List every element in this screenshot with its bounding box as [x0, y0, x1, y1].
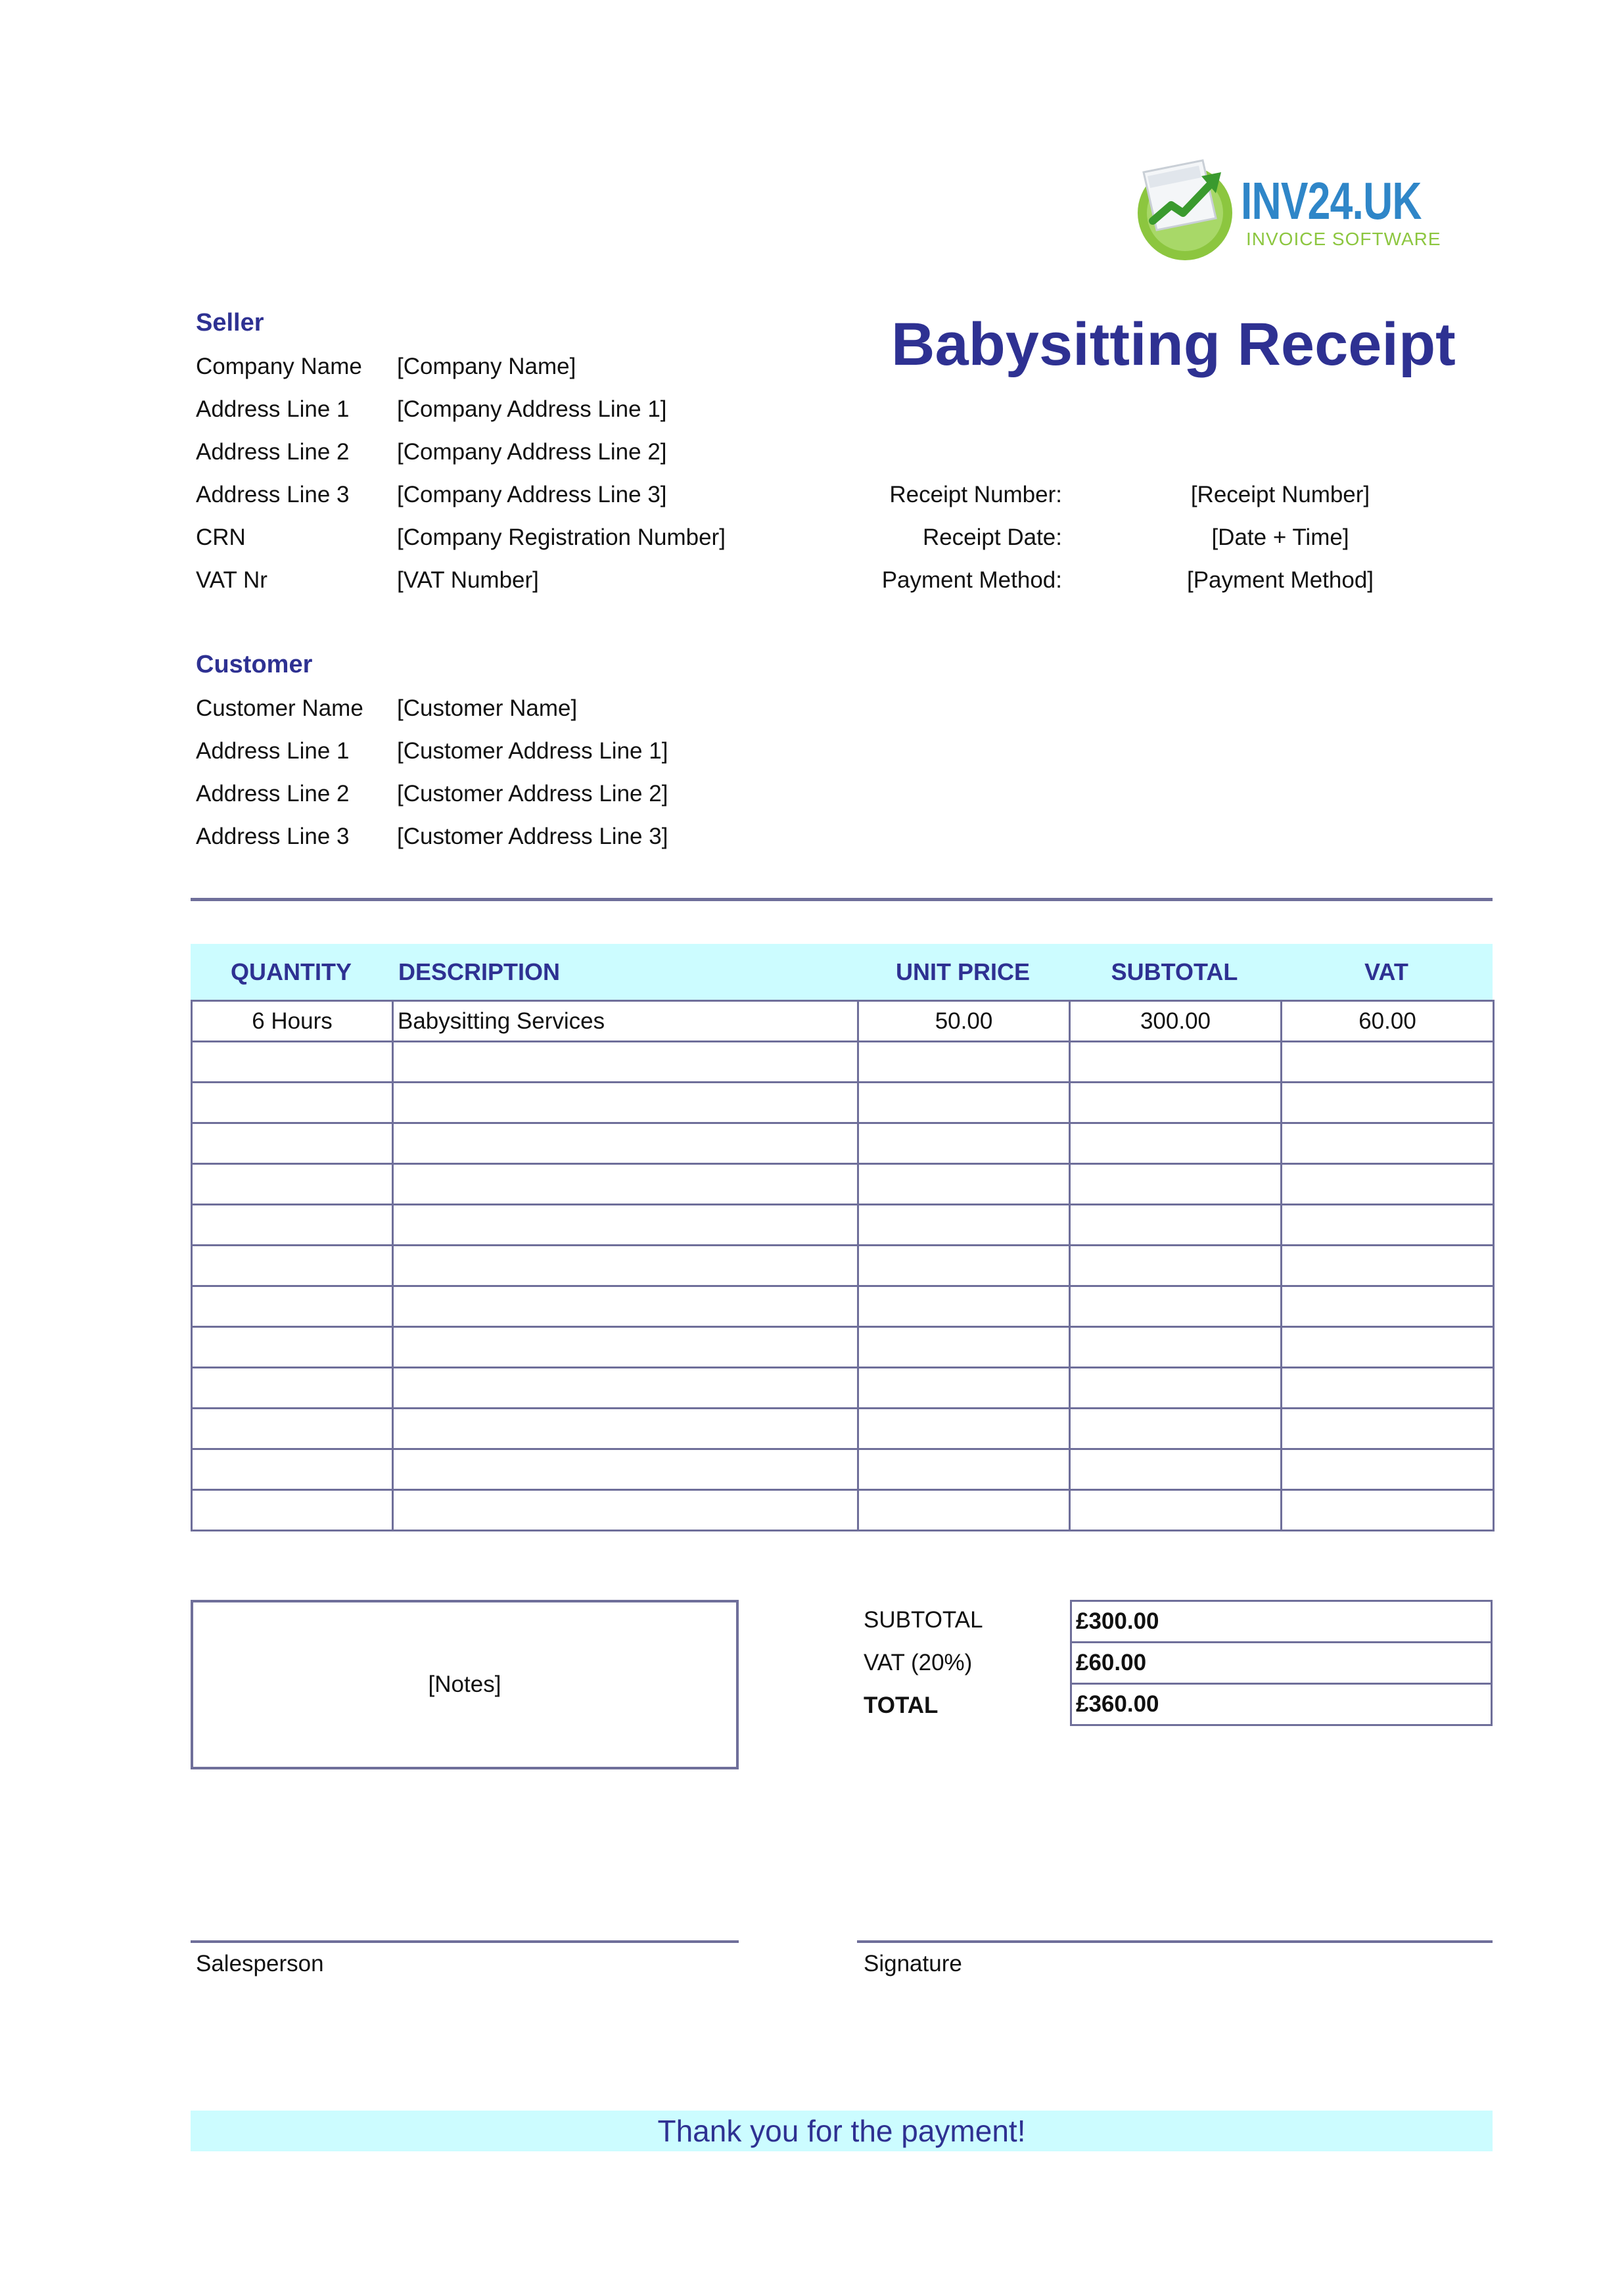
cell-vat [1282, 1164, 1494, 1205]
customer-address-3-value: [Customer Address Line 3] [397, 824, 668, 849]
cell-description [393, 1286, 858, 1327]
cell-vat [1282, 1205, 1494, 1246]
logo-name: INV24.UK [1241, 172, 1422, 230]
customer-address-1-label: Address Line 1 [196, 738, 350, 764]
salesperson-line [191, 1940, 739, 1943]
table-row [192, 1001, 1494, 1042]
grand-total-value: £360.00 [1071, 1684, 1492, 1725]
cell-description [393, 1246, 858, 1286]
cell-quantity [192, 1123, 393, 1164]
cell-vat [1282, 1246, 1494, 1286]
totals-row [1071, 1643, 1492, 1684]
cell-vat [1282, 1409, 1494, 1449]
cell-vat [1282, 1368, 1494, 1409]
vat-total-value: £60.00 [1071, 1643, 1492, 1684]
company-logo [1129, 152, 1445, 264]
subtotal-value: £300.00 [1071, 1601, 1492, 1643]
cell-vat [1282, 1490, 1494, 1531]
seller-vat-value: [VAT Number] [397, 567, 539, 593]
cell-quantity [192, 1205, 393, 1246]
cell-description [393, 1083, 858, 1123]
seller-company-name-label: Company Name [196, 354, 362, 379]
section-divider [191, 898, 1493, 901]
cell-unit-price [858, 1490, 1070, 1531]
cell-quantity [192, 1327, 393, 1368]
cell-subtotal [1070, 1042, 1282, 1083]
cell-vat: 60.00 [1282, 1001, 1494, 1042]
payment-method-label: Payment Method: [881, 567, 1062, 593]
cell-description [393, 1123, 858, 1164]
cell-quantity [192, 1449, 393, 1490]
cell-subtotal [1070, 1164, 1282, 1205]
seller-vat-label: VAT Nr [196, 567, 267, 593]
receipt-number-value: [Receipt Number] [1190, 482, 1370, 507]
cell-unit-price: 50.00 [858, 1001, 1070, 1042]
table-row [192, 1083, 1494, 1123]
receipt-date-value: [Date + Time] [1211, 525, 1349, 550]
table-row [192, 1246, 1494, 1286]
header-quantity: QUANTITY [231, 958, 352, 985]
signature-line [857, 1940, 1493, 1943]
cell-vat [1282, 1042, 1494, 1083]
seller-crn-value: [Company Registration Number] [397, 525, 726, 550]
header-description: DESCRIPTION [398, 958, 561, 985]
table-row [192, 1449, 1494, 1490]
cell-subtotal [1070, 1327, 1282, 1368]
seller-company-name-value: [Company Name] [397, 354, 576, 379]
cell-quantity [192, 1246, 393, 1286]
seller-crn-label: CRN [196, 525, 246, 550]
cell-unit-price [858, 1123, 1070, 1164]
items-table-header [191, 944, 1493, 1000]
customer-heading: Customer [196, 651, 313, 678]
items-table-body [192, 1001, 1494, 1531]
cell-subtotal [1070, 1205, 1282, 1246]
logo-tagline: INVOICE SOFTWARE [1246, 229, 1441, 249]
totals-table [1070, 1600, 1493, 1726]
cell-subtotal [1070, 1286, 1282, 1327]
table-row [192, 1205, 1494, 1246]
cell-subtotal [1070, 1449, 1282, 1490]
grand-total-label: TOTAL [864, 1693, 939, 1718]
customer-address-3-label: Address Line 3 [196, 824, 350, 849]
seller-address-1-value: [Company Address Line 1] [397, 396, 667, 422]
cell-unit-price [858, 1368, 1070, 1409]
thank-you-banner [191, 2111, 1493, 2151]
cell-quantity [192, 1083, 393, 1123]
seller-address-2-value: [Company Address Line 2] [397, 439, 667, 465]
cell-quantity [192, 1409, 393, 1449]
totals-row [1071, 1684, 1492, 1725]
cell-unit-price [858, 1042, 1070, 1083]
seller-address-3-value: [Company Address Line 3] [397, 482, 667, 507]
cell-subtotal [1070, 1409, 1282, 1449]
cell-unit-price [858, 1205, 1070, 1246]
table-row [192, 1042, 1494, 1083]
cell-description [393, 1205, 858, 1246]
cell-description [393, 1449, 858, 1490]
cell-subtotal [1070, 1368, 1282, 1409]
table-row [192, 1286, 1494, 1327]
table-row [192, 1490, 1494, 1531]
cell-quantity [192, 1490, 393, 1531]
customer-address-1-value: [Customer Address Line 1] [397, 738, 668, 764]
cell-unit-price [858, 1327, 1070, 1368]
table-row [192, 1409, 1494, 1449]
cell-description [393, 1042, 858, 1083]
document-title: Babysitting Receipt [891, 311, 1456, 378]
cell-description [393, 1368, 858, 1409]
signature-label: Signature [864, 1951, 962, 1976]
seller-address-1-label: Address Line 1 [196, 396, 350, 422]
header-unit-price: UNIT PRICE [895, 958, 1030, 985]
cell-quantity: 6 Hours [192, 1001, 393, 1042]
cell-unit-price [858, 1246, 1070, 1286]
cell-subtotal [1070, 1246, 1282, 1286]
cell-subtotal [1070, 1490, 1282, 1531]
customer-address-2-label: Address Line 2 [196, 781, 350, 806]
cell-description: Babysitting Services [393, 1001, 858, 1042]
logo-mark-icon [1129, 152, 1241, 264]
customer-address-2-value: [Customer Address Line 2] [397, 781, 668, 806]
cell-vat [1282, 1449, 1494, 1490]
cell-vat [1282, 1327, 1494, 1368]
table-row [192, 1123, 1494, 1164]
items-table [191, 1000, 1495, 1531]
seller-heading: Seller [196, 309, 264, 337]
cell-quantity [192, 1164, 393, 1205]
notes-text: [Notes] [428, 1671, 501, 1697]
cell-subtotal [1070, 1083, 1282, 1123]
seller-address-2-label: Address Line 2 [196, 439, 350, 465]
cell-vat [1282, 1123, 1494, 1164]
cell-subtotal [1070, 1123, 1282, 1164]
cell-unit-price [858, 1286, 1070, 1327]
receipt-number-label: Receipt Number: [889, 482, 1062, 507]
thank-you-text: Thank you for the payment! [657, 2114, 1026, 2148]
customer-name-label: Customer Name [196, 695, 363, 721]
salesperson-label: Salesperson [196, 1951, 324, 1976]
table-row [192, 1368, 1494, 1409]
cell-unit-price [858, 1083, 1070, 1123]
cell-quantity [192, 1286, 393, 1327]
cell-description [393, 1164, 858, 1205]
subtotal-label: SUBTOTAL [864, 1607, 983, 1633]
cell-quantity [192, 1368, 393, 1409]
payment-method-value: [Payment Method] [1186, 567, 1374, 593]
receipt-date-label: Receipt Date: [922, 525, 1062, 550]
header-vat: VAT [1364, 958, 1408, 985]
cell-description [393, 1327, 858, 1368]
seller-address-3-label: Address Line 3 [196, 482, 350, 507]
customer-name-value: [Customer Name] [397, 695, 578, 721]
cell-subtotal: 300.00 [1070, 1001, 1282, 1042]
cell-description [393, 1490, 858, 1531]
totals-row [1071, 1601, 1492, 1643]
cell-unit-price [858, 1449, 1070, 1490]
cell-description [393, 1409, 858, 1449]
cell-vat [1282, 1286, 1494, 1327]
cell-quantity [192, 1042, 393, 1083]
header-subtotal: SUBTOTAL [1111, 958, 1238, 985]
cell-vat [1282, 1083, 1494, 1123]
table-row [192, 1327, 1494, 1368]
cell-unit-price [858, 1164, 1070, 1205]
vat-total-label: VAT (20%) [864, 1650, 973, 1675]
notes-box [191, 1600, 739, 1769]
cell-unit-price [858, 1409, 1070, 1449]
table-row [192, 1164, 1494, 1205]
